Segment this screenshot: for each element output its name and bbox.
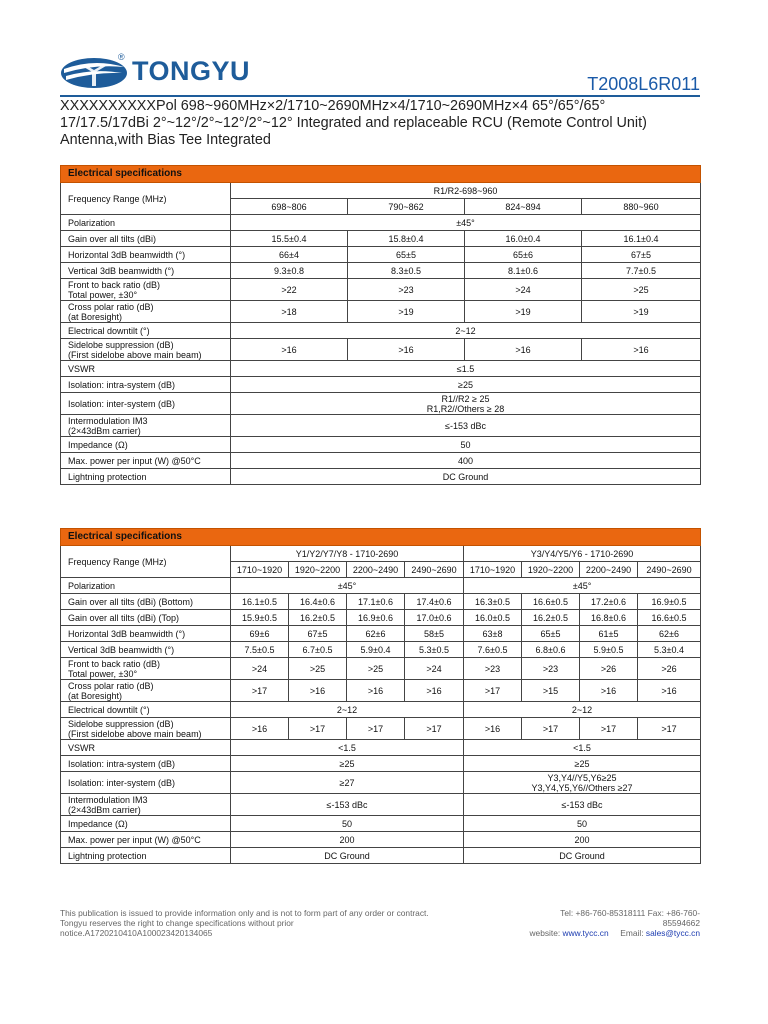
table-row	[61, 231, 701, 247]
value-cell: >16	[405, 680, 464, 702]
row-label	[61, 469, 231, 485]
value-cell: 16.2±0.5	[289, 610, 347, 626]
value-cell: 67±5	[289, 626, 347, 642]
row-label	[61, 740, 231, 756]
row-label	[61, 393, 231, 415]
table-row	[61, 848, 701, 864]
row-label	[61, 215, 231, 231]
row-label-line: (First sidelobe above main beam)	[68, 349, 202, 360]
row-label-line: Electrical downtilt (°)	[68, 325, 150, 336]
row-label	[61, 301, 231, 323]
row-label	[61, 626, 231, 642]
value-line: Y3,Y4,Y5,Y6//Others ≥27	[531, 782, 633, 793]
value-cell: >23	[464, 658, 522, 680]
value-cell: 5.9±0.5	[580, 642, 638, 658]
row-label-line: Gain over all tilts (dBi) (Top)	[68, 612, 180, 623]
table-row	[61, 594, 701, 610]
description-line: XXXXXXXXXXPol 698~960MHz×2/1710~2690MHz×4/1710~2690MHz×4 65°/65°/65°	[60, 98, 606, 114]
value-cell: 58±5	[405, 626, 464, 642]
value-cell-merged: 2~12	[231, 323, 701, 339]
value-cell: >16	[231, 339, 348, 361]
row-label-line: Intermodulation IM3	[68, 415, 148, 426]
row-label-line: Gain over all tilts (dBi) (Bottom)	[68, 596, 194, 607]
value-cell: 15.9±0.5	[231, 610, 289, 626]
value-cell: 9.3±0.8	[231, 263, 348, 279]
row-label-line: Sidelobe suppression (dB)	[68, 339, 174, 350]
table-row	[61, 832, 701, 848]
table-row	[61, 740, 701, 756]
row-label-line: VSWR	[68, 742, 95, 753]
value-cell: >17	[405, 718, 464, 740]
row-label-line: VSWR	[68, 363, 95, 374]
row-label-line: Isolation: intra-system (dB)	[68, 379, 176, 390]
value-cell: 5.9±0.4	[347, 642, 405, 658]
table-row	[61, 626, 701, 642]
value-cell: >17	[580, 718, 638, 740]
row-label-line: Max. power per input (W) @50°C	[68, 834, 201, 845]
row-label-line: Electrical downtilt (°)	[68, 704, 150, 715]
band-header: 1710~1920	[464, 562, 522, 578]
row-label-line: Cross polar ratio (dB)	[68, 680, 154, 691]
row-label	[61, 832, 231, 848]
table-row	[61, 772, 701, 794]
row-label-line: (2×43dBm carrier)	[68, 425, 141, 436]
value-cell: 61±5	[580, 626, 638, 642]
value-cell: >25	[582, 279, 701, 301]
row-label-line: (2×43dBm carrier)	[68, 804, 141, 815]
value-cell-merged: ≤1.5	[231, 361, 701, 377]
value-cell-merged: ±45°	[464, 578, 701, 594]
band-header: 880~960	[582, 199, 701, 215]
row-label-line: Total power, ±30°	[68, 289, 138, 300]
value-cell-merged: DC Ground	[464, 848, 701, 864]
value-cell-merged: ≥25	[231, 377, 701, 393]
value-cell-merged: 400	[231, 453, 701, 469]
row-label	[61, 231, 231, 247]
value-cell-merged: DC Ground	[231, 848, 464, 864]
value-cell: 16.1±0.4	[582, 231, 701, 247]
value-cell: 8.3±0.5	[348, 263, 465, 279]
table-row	[61, 794, 701, 816]
row-label	[61, 816, 231, 832]
value-cell: 65±5	[348, 247, 465, 263]
value-cell: >24	[405, 658, 464, 680]
value-cell: >23	[348, 279, 465, 301]
row-label-line: Horizontal 3dB beamwidth (°)	[68, 249, 186, 260]
value-cell-merged: ≤-153 dBc	[464, 794, 701, 816]
row-label	[61, 658, 231, 680]
row-label: Frequency Range (MHz)	[61, 183, 231, 215]
table-row	[61, 680, 701, 702]
row-label-line: Horizontal 3dB beamwidth (°)	[68, 628, 186, 639]
row-label	[61, 594, 231, 610]
row-label-line: Vertical 3dB beamwidth (°)	[68, 644, 175, 655]
model-number: T2008L6R011	[587, 74, 700, 94]
value-cell: 5.3±0.5	[405, 642, 464, 658]
row-label	[61, 453, 231, 469]
frequency-group-row	[61, 183, 701, 199]
table-row	[61, 323, 701, 339]
value-cell-merged: ±45°	[231, 578, 464, 594]
disclaimer-line: Tongyu reserves the right to change specifications without prior	[60, 918, 294, 928]
value-cell: 67±5	[582, 247, 701, 263]
value-cell: 63±8	[464, 626, 522, 642]
row-label-line: Impedance (Ω)	[68, 818, 128, 829]
table-row	[61, 610, 701, 626]
row-label-line: (First sidelobe above main beam)	[68, 728, 202, 739]
value-cell: >24	[465, 279, 582, 301]
phone-fax: Tel: +86-760-85318111 Fax: +86-760-	[560, 908, 700, 918]
value-cell: >25	[347, 658, 405, 680]
value-cell: 16.9±0.5	[638, 594, 701, 610]
table-row	[61, 756, 701, 772]
value-cell-merged: ≥27	[231, 772, 464, 794]
band-header: 2200~2490	[347, 562, 405, 578]
row-label: Frequency Range (MHz)	[61, 546, 231, 578]
value-cell: 8.1±0.6	[465, 263, 582, 279]
value-cell: 7.7±0.5	[582, 263, 701, 279]
row-label-line: Polarization	[68, 580, 116, 591]
row-label	[61, 437, 231, 453]
section-header-row	[61, 529, 701, 546]
table-row	[61, 415, 701, 437]
value-cell: >17	[347, 718, 405, 740]
value-cell: 66±4	[231, 247, 348, 263]
value-cell-merged: 50	[231, 816, 464, 832]
value-cell: 16.8±0.6	[580, 610, 638, 626]
value-cell-merged: <1.5	[464, 740, 701, 756]
table-row	[61, 469, 701, 485]
table-row	[61, 301, 701, 323]
band-header: 1710~1920	[231, 562, 289, 578]
table-row	[61, 377, 701, 393]
section-header-row	[61, 166, 701, 183]
value-cell: >17	[289, 718, 347, 740]
value-cell: >19	[582, 301, 701, 323]
fax-continued: 85594662	[662, 918, 700, 928]
row-label	[61, 680, 231, 702]
row-label-line: Isolation: intra-system (dB)	[68, 758, 176, 769]
value-cell: 62±6	[347, 626, 405, 642]
table-row	[61, 279, 701, 301]
row-label	[61, 718, 231, 740]
table-row	[61, 578, 701, 594]
value-cell: >26	[638, 658, 701, 680]
value-cell: 62±6	[638, 626, 701, 642]
row-label-line: Intermodulation IM3	[68, 794, 148, 805]
row-label	[61, 323, 231, 339]
value-cell-merged: ≥25	[464, 756, 701, 772]
value-cell-merged: <1.5	[231, 740, 464, 756]
description-line: 17/17.5/17dBi 2°~12°/2°~12°/2°~12° Integrated and replaceable RCU (Remote Control Unit)	[60, 115, 647, 131]
value-cell: 15.8±0.4	[348, 231, 465, 247]
table-row	[61, 437, 701, 453]
table-row	[61, 361, 701, 377]
value-cell: >16	[638, 680, 701, 702]
value-cell: >16	[231, 718, 289, 740]
value-cell: >16	[582, 339, 701, 361]
spec-table-high-band	[60, 528, 701, 864]
spec-table-low-band	[60, 165, 701, 485]
row-label	[61, 377, 231, 393]
value-cell: >25	[289, 658, 347, 680]
row-label	[61, 339, 231, 361]
row-label	[61, 794, 231, 816]
row-label-line: (at Boresight)	[68, 690, 123, 701]
row-label-line: Total power, ±30°	[68, 668, 138, 679]
value-cell: 6.7±0.5	[289, 642, 347, 658]
value-cell: 15.5±0.4	[231, 231, 348, 247]
row-label-line: Polarization	[68, 217, 116, 228]
value-cell: 69±6	[231, 626, 289, 642]
value-cell-merged: ±45°	[231, 215, 701, 231]
value-cell: 16.3±0.5	[464, 594, 522, 610]
section-title: Electrical specifications	[61, 166, 701, 183]
contact-info	[500, 908, 700, 938]
value-cell: >26	[580, 658, 638, 680]
table-row	[61, 702, 701, 718]
row-label-line: Impedance (Ω)	[68, 439, 128, 450]
value-cell-merged: 200	[464, 832, 701, 848]
value-cell: 16.4±0.6	[289, 594, 347, 610]
value-cell: >18	[231, 301, 348, 323]
web-email-line	[500, 928, 700, 938]
row-label-line: Cross polar ratio (dB)	[68, 301, 154, 312]
row-label-line: Max. power per input (W) @50°C	[68, 455, 201, 466]
value-cell: 5.3±0.4	[638, 642, 701, 658]
value-cell: >16	[465, 339, 582, 361]
brand-name: TONGYU	[132, 56, 251, 86]
row-label	[61, 756, 231, 772]
value-cell: 16.2±0.5	[522, 610, 580, 626]
row-label-line: Isolation: inter-system (dB)	[68, 398, 176, 409]
band-header: 2490~2690	[405, 562, 464, 578]
value-cell-merged: DC Ground	[231, 469, 701, 485]
description-line: Antenna,with Bias Tee Integrated	[60, 132, 271, 148]
band-header: 790~862	[348, 199, 465, 215]
table-row	[61, 215, 701, 231]
value-line: R1,R2//Others ≥ 28	[426, 403, 505, 414]
table-row	[61, 453, 701, 469]
value-cell: 16.6±0.5	[522, 594, 580, 610]
row-label-line: Front to back ratio (dB)	[68, 658, 161, 669]
table-row	[61, 658, 701, 680]
row-label	[61, 848, 231, 864]
value-cell-merged: 50	[464, 816, 701, 832]
disclaimer	[60, 908, 500, 938]
row-label-line: (at Boresight)	[68, 311, 123, 322]
band-header: 1920~2200	[289, 562, 347, 578]
value-cell-merged	[231, 393, 701, 415]
band-header: 824~894	[465, 199, 582, 215]
value-cell: 16.0±0.5	[464, 610, 522, 626]
row-label-line: Lightning protection	[68, 850, 147, 861]
row-label-line: Lightning protection	[68, 471, 147, 482]
row-label-line: Isolation: inter-system (dB)	[68, 777, 176, 788]
row-label	[61, 610, 231, 626]
section-title: Electrical specifications	[61, 529, 701, 546]
value-cell: >17	[231, 680, 289, 702]
value-cell: 17.1±0.6	[347, 594, 405, 610]
value-cell: 17.0±0.6	[405, 610, 464, 626]
tongyu-logo	[60, 52, 260, 96]
page-header	[60, 52, 700, 96]
product-description	[60, 98, 710, 149]
value-cell: >17	[464, 680, 522, 702]
value-cell: 16.1±0.5	[231, 594, 289, 610]
table-row	[61, 718, 701, 740]
header-divider	[60, 95, 700, 97]
row-label	[61, 702, 231, 718]
frequency-group-row	[61, 546, 701, 562]
band-group-header: R1/R2-698~960	[231, 183, 701, 199]
value-cell: 17.2±0.6	[580, 594, 638, 610]
band-group-header: Y3/Y4/Y5/Y6 - 1710-2690	[464, 546, 701, 562]
email-link[interactable]: sales@tycc.cn	[645, 928, 700, 938]
row-label	[61, 578, 231, 594]
band-header: 698~806	[231, 199, 348, 215]
value-line: Y3,Y4//Y5,Y6≥25	[547, 772, 617, 783]
table-row	[61, 247, 701, 263]
value-cell: 16.9±0.6	[347, 610, 405, 626]
value-cell-merged: 2~12	[464, 702, 701, 718]
table-row	[61, 263, 701, 279]
value-cell: >16	[580, 680, 638, 702]
row-label	[61, 247, 231, 263]
value-cell-merged: ≥25	[231, 756, 464, 772]
value-cell: >22	[231, 279, 348, 301]
row-label	[61, 263, 231, 279]
value-cell-merged: 200	[231, 832, 464, 848]
row-label	[61, 279, 231, 301]
value-cell: >16	[348, 339, 465, 361]
value-cell: >16	[289, 680, 347, 702]
value-cell: >15	[522, 680, 580, 702]
value-cell-merged	[464, 772, 701, 794]
website-label: website:	[529, 928, 561, 938]
disclaimer-line: notice.A1720210410A100023420134065	[60, 928, 213, 938]
row-label-line: Gain over all tilts (dBi)	[68, 233, 157, 244]
table-row	[61, 642, 701, 658]
row-label-line: Vertical 3dB beamwidth (°)	[68, 265, 175, 276]
registered-mark: ®	[118, 52, 125, 62]
table-row	[61, 393, 701, 415]
row-label	[61, 415, 231, 437]
value-cell: 16.6±0.5	[638, 610, 701, 626]
value-cell: >16	[347, 680, 405, 702]
row-label-line: Sidelobe suppression (dB)	[68, 718, 174, 729]
value-cell: 16.0±0.4	[465, 231, 582, 247]
value-cell-merged: ≤-153 dBc	[231, 794, 464, 816]
email-label: Email:	[620, 928, 644, 938]
website-link[interactable]: www.tycc.cn	[562, 928, 609, 938]
value-cell: 65±6	[465, 247, 582, 263]
value-cell: >19	[465, 301, 582, 323]
row-label	[61, 361, 231, 377]
value-cell: 17.4±0.6	[405, 594, 464, 610]
row-label	[61, 642, 231, 658]
value-line: R1//R2 ≥ 25	[441, 393, 490, 404]
value-cell: 7.6±0.5	[464, 642, 522, 658]
value-cell-merged: 2~12	[231, 702, 464, 718]
value-cell: >17	[522, 718, 580, 740]
value-cell: 7.5±0.5	[231, 642, 289, 658]
table-row	[61, 816, 701, 832]
band-header: 2200~2490	[580, 562, 638, 578]
value-cell: >17	[638, 718, 701, 740]
value-cell: >23	[522, 658, 580, 680]
row-label	[61, 772, 231, 794]
value-cell: 65±5	[522, 626, 580, 642]
band-group-header: Y1/Y2/Y7/Y8 - 1710-2690	[231, 546, 464, 562]
value-cell: >16	[464, 718, 522, 740]
value-cell-merged: 50	[231, 437, 701, 453]
band-header: 1920~2200	[522, 562, 580, 578]
band-header: 2490~2690	[638, 562, 701, 578]
table-row	[61, 339, 701, 361]
value-cell: >19	[348, 301, 465, 323]
value-cell-merged: ≤-153 dBc	[231, 415, 701, 437]
disclaimer-line: This publication is issued to provide information only and is not to form part of any order or contract.	[60, 908, 429, 918]
value-cell: >24	[231, 658, 289, 680]
value-cell: 6.8±0.6	[522, 642, 580, 658]
row-label-line: Front to back ratio (dB)	[68, 279, 161, 290]
